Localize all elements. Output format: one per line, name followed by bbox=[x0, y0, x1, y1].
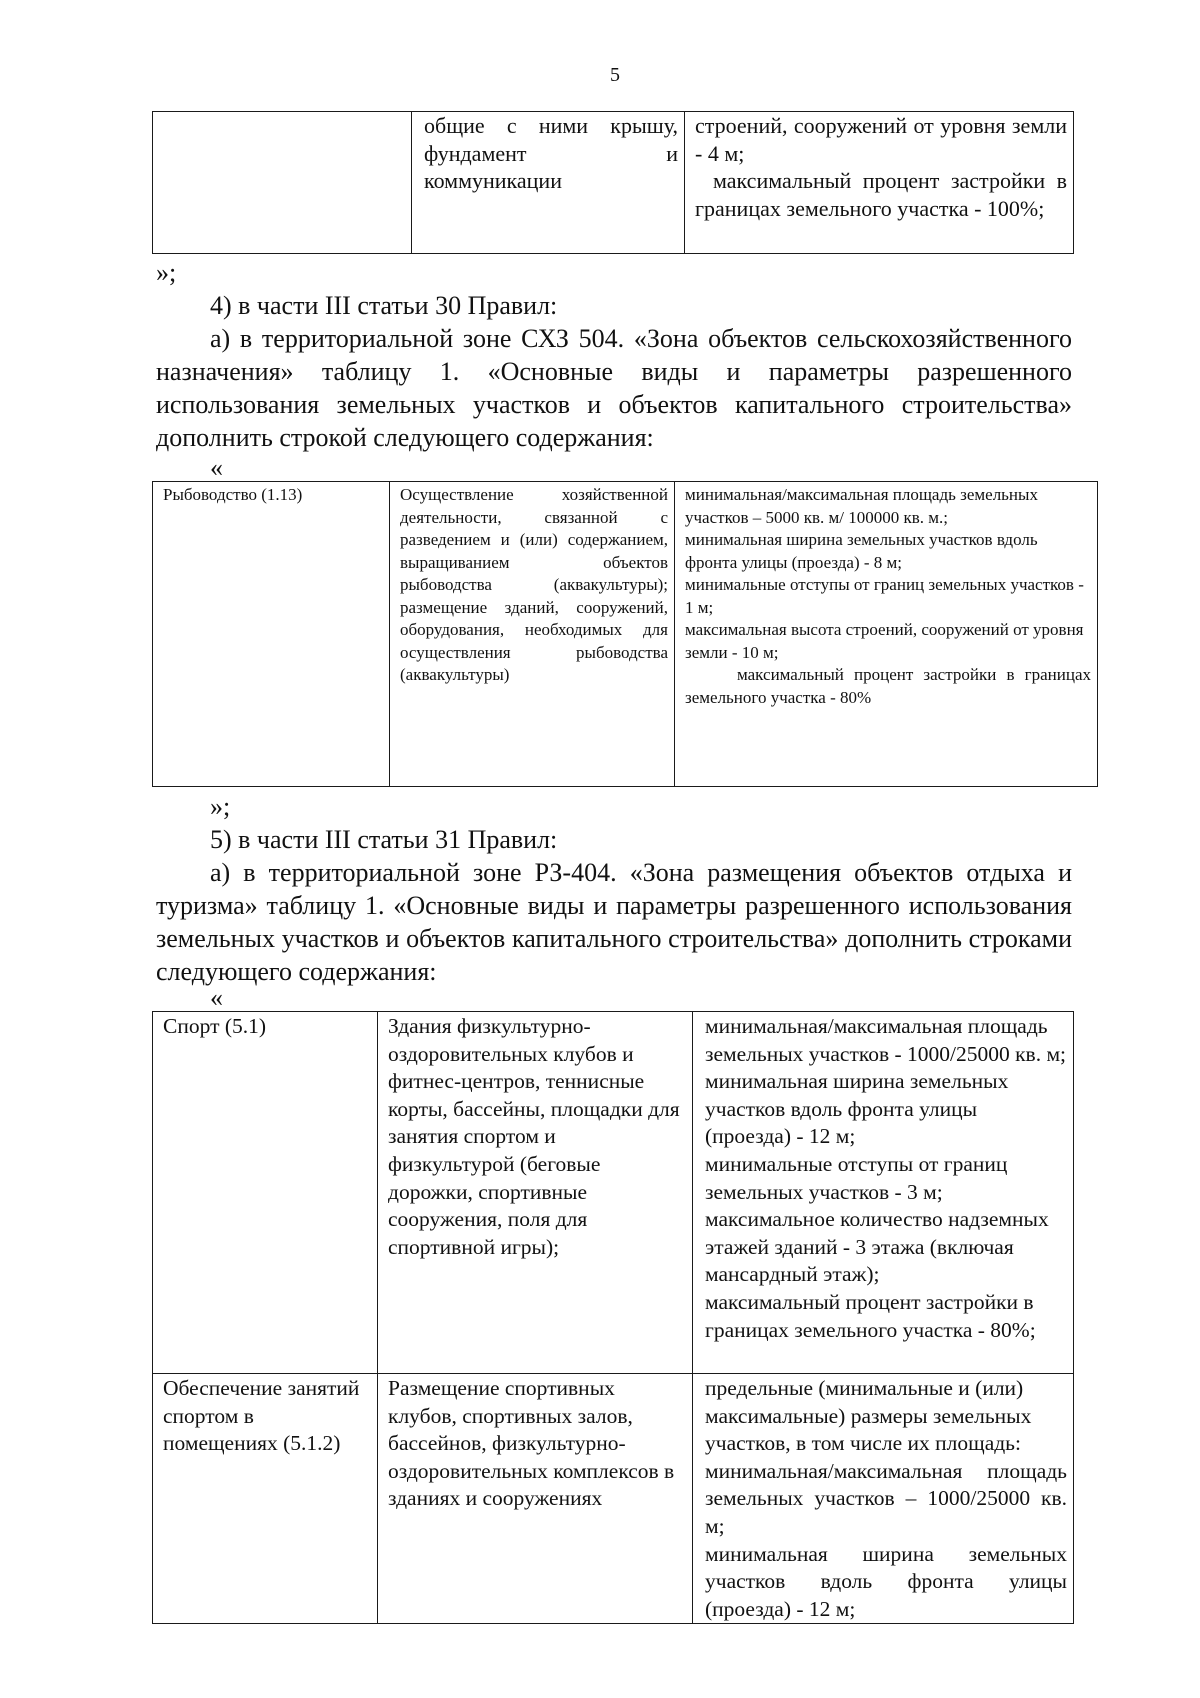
table-cell-name bbox=[153, 1374, 378, 1624]
sport-table bbox=[152, 1011, 1074, 1624]
table-cell-name bbox=[153, 1012, 378, 1374]
table-cell-parameters bbox=[693, 1012, 1074, 1374]
cell-text: Обеспечение занятий спортом в помещениях (5.1.2) bbox=[163, 1376, 360, 1456]
page-number: 5 bbox=[610, 64, 620, 86]
cell-text: минимальная/максимальная площадь земельных участков – 5000 кв. м/ 100000 кв. м.; bbox=[685, 485, 1038, 527]
table-cell-parameters bbox=[685, 112, 1074, 254]
paragraph-text: а) в территориальной зоне РЗ-404. «Зона размещения объектов отдыха и туризма» таблицу 1. «Основные виды и параметры разрешенного использования земельных участков и объектов капитального строительства» дополнить строками следующего содержания: bbox=[156, 858, 1072, 986]
section-heading: 5) в части III статьи 31 Правил: bbox=[210, 825, 558, 854]
cell-text: Здания физкультурно-оздоровительных клубов и фитнес-центров, теннисные корты, бассейны, площадки для занятия спортом и физкультурой (беговые дорожки, спортивные сооружения, поля для спортивной игры); bbox=[388, 1014, 680, 1259]
table-cell-description bbox=[390, 482, 675, 787]
cell-text: минимальная ширина земельных участков вдоль фронта улицы (проезда) - 8 м; bbox=[685, 530, 1038, 572]
section-paragraph bbox=[156, 856, 1072, 988]
cell-text: максимальный процент застройки в границах земельного участка - 80% bbox=[685, 665, 1091, 707]
cell-text: общие с ними крышу, фундамент и коммуникации bbox=[424, 113, 678, 193]
open-quote: « bbox=[210, 983, 223, 1012]
cell-text: минимальная ширина земельных участков вдоль фронта улицы (проезда) - 12 м; bbox=[705, 1069, 1009, 1149]
continuation-table bbox=[152, 111, 1074, 254]
cell-text: Спорт (5.1) bbox=[163, 1014, 267, 1038]
open-quote: « bbox=[210, 453, 223, 482]
cell-text: Размещение спортивных клубов, спортивных залов, бассейнов, физкультурно-оздоровительных комплексов в зданиях и сооружениях bbox=[388, 1376, 675, 1511]
table-row bbox=[153, 1374, 1074, 1624]
table-row bbox=[153, 482, 1098, 787]
cell-text: минимальная/максимальная площадь земельных участков – 1000/25000 кв. м; bbox=[705, 1458, 1067, 1538]
section-paragraph bbox=[156, 322, 1072, 454]
table-cell-description bbox=[378, 1374, 693, 1624]
cell-text: минимальная/максимальная площадь земельных участков - 1000/25000 кв. м; bbox=[705, 1014, 1067, 1066]
table-row bbox=[153, 112, 1074, 254]
cell-text: минимальная ширина земельных участков вдоль фронта улицы (проезда) - 12 м; bbox=[705, 1541, 1067, 1621]
table-cell-description bbox=[378, 1012, 693, 1374]
section-heading: 4) в части III статьи 30 Правил: bbox=[210, 291, 558, 320]
table-cell-name bbox=[153, 482, 390, 787]
cell-text: предельные (минимальные и (или) максимальные) размеры земельных участков, в том числе их площадь: bbox=[705, 1376, 1032, 1456]
cell-text: минимальные отступы от границ земельных участков - 3 м; bbox=[705, 1151, 1008, 1204]
close-quote: »; bbox=[210, 792, 231, 821]
cell-text: Рыбоводство (1.13) bbox=[163, 485, 303, 504]
table-cell-parameters bbox=[675, 482, 1098, 787]
close-quote: »; bbox=[156, 258, 177, 287]
table-cell-empty bbox=[153, 112, 412, 254]
paragraph-text: а) в территориальной зоне СХЗ 504. «Зона объектов сельскохозяйственного назначения» таблицу 1. «Основные виды и параметры разрешенного использования земельных участков и объектов капитального строительства» дополнить строкой следующего содержания: bbox=[156, 324, 1072, 452]
cell-text: максимальный процент застройки в границах земельного участка - 100%; bbox=[695, 168, 1067, 221]
cell-text: максимальная высота строений, сооружений от уровня земли - 10 м; bbox=[685, 620, 1084, 662]
cell-text: минимальные отступы от границ земельных участков - 1 м; bbox=[685, 575, 1084, 617]
cell-text: максимальное количество надземных этажей зданий - 3 этажа (включая мансардный этаж); bbox=[705, 1207, 1049, 1287]
table-cell-parameters bbox=[693, 1374, 1074, 1624]
cell-text: Осуществление хозяйственной деятельности, связанной с разведением и (или) содержанием, выращиванием объектов рыбоводства (аквакультуры); размещение зданий, сооружений, оборудования, необходимых для осуществления рыбоводства (аквакультуры) bbox=[400, 485, 668, 684]
fishery-table bbox=[152, 481, 1098, 787]
cell-text: максимальный процент застройки в границах земельного участка - 80%; bbox=[705, 1289, 1036, 1342]
table-row bbox=[153, 1012, 1074, 1374]
cell-text: строений, сооружений от уровня земли - 4 м; bbox=[695, 113, 1067, 166]
table-cell-description bbox=[412, 112, 685, 254]
